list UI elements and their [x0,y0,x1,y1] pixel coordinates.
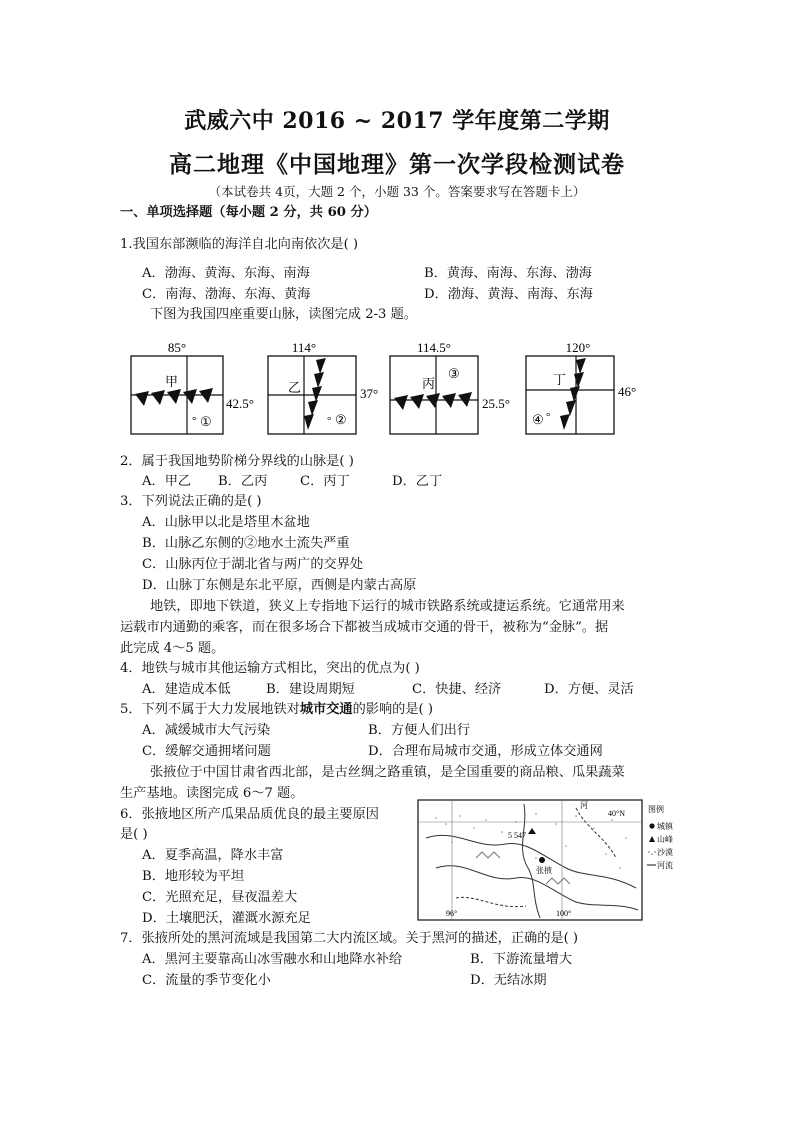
q4-option-a: A．建造成本低 [142,682,231,697]
mountain-yi-name: 乙 [288,380,302,395]
q3-option-a: A．山脉甲以北是塔里木盆地 [142,515,310,530]
city-icon [539,857,545,863]
intro-4-5-line3: 此完成 4～5 题。 [120,641,225,656]
legend-river: 河流 [657,861,673,870]
mountain-ding-name: 丁 [553,372,567,387]
intro-4-5-line2: 运载市内通勤的乘客，而在很多场合下都被当成城市交通的骨干，被称为“金脉”。据 [120,620,609,635]
mountain-yi-figure [268,340,378,434]
q7-stem: 7．张掖所处的黑河流域是我国第二大内流区域。关于黑河的描述，正确的是( ) [120,931,579,946]
mountain-bing-lon: 114.5° [417,340,451,355]
q6-stem-line2: 是( ) [120,827,148,842]
mountain-jia-marker: ① [200,414,212,429]
q5-stem [120,701,433,719]
q5-option-c: C．缓解交通拥堵问题 [142,744,271,759]
q2-option-d: D．乙丁 [392,474,443,489]
zhangye-map [416,798,678,924]
q6-stem-line1: 6．张掖地区所产瓜果品质优良的最主要原因 [120,807,379,822]
q3-option-c: C．山脉丙位于湖北省与两广的交界处 [142,557,364,572]
legend-city: 城镇 [657,822,673,831]
q2-option-b: B．乙丙 [218,474,268,489]
intro-6-7-line2: 生产基地。读图完成 6～7 题。 [120,786,304,801]
q3-stem: 3．下列说法正确的是( ) [120,494,262,509]
mountain-bing-lat: 25.5° [482,396,510,411]
q7-option-b: B．下游流量增大 [470,952,573,967]
mountain-jia-lat: 42.5° [226,396,254,411]
q2-stem: 2．属于我国地势阶梯分界线的山脉是( ) [120,454,354,469]
q7-option-c: C．流量的季节变化小 [142,973,271,988]
q5-stem-bold: 城市交通 [299,702,353,717]
q6-option-d: D．土壤肥沃，灌溉水源充足 [142,911,311,926]
mountain-jia-mark: ° [192,415,197,427]
q4-stem: 4．地铁与城市其他运输方式相比，突出的优点为( ) [120,661,420,676]
q5-stem-post: 的影响的是( ) [352,702,433,717]
q1-option-b: B．黄海、南海、东海、渤海 [424,266,592,281]
intro-6-7-line1: 张掖位于中国甘肃省西北部，是古丝绸之路重镇，是全国重要的商品粮、瓜果蔬菜 [150,765,625,780]
q6-option-c: C．光照充足，昼夜温差大 [142,890,298,905]
map-peak-label: 5 547 [508,831,526,840]
exam-instructions: （本试卷共 4页，大题 2 个，小题 33 个。答案要求写在答题卡上） [208,184,586,199]
section-heading: 一、单项选择题（每小题 2 分，共 60 分） [120,205,377,220]
q5-stem-pre: 5．下列不属于大力发展地铁对 [120,702,300,717]
legend-peak-icon [649,836,655,842]
q5-option-b: B．方便人们出行 [368,723,471,738]
map-legend [647,804,674,870]
mountain-jia-name: 甲 [165,374,179,389]
legend-peak: 山峰 [657,835,673,844]
map-lat-label: 40°N [608,809,625,818]
q5-option-a: A．减缓城市大气污染 [142,723,271,738]
q4-option-c: C．快捷、经济 [412,682,502,697]
legend-city-icon [649,823,654,828]
q6-option-a: A．夏季高温，降水丰富 [142,848,284,863]
mountain-jia-figure [131,340,254,434]
q1-stem: 1.我国东部濒临的海洋自北向南依次是( ) [120,237,359,252]
map-lon1-label: 96° [446,909,458,918]
intro-4-5-line1: 地铁，即地下铁道，狭义上专指地下运行的城市铁路系统或捷运系统。它通常用来 [150,599,625,614]
map-river-label: 河 [580,801,588,810]
mountain-yi-marker: ② [335,412,347,427]
legend-title: 图例 [648,805,664,814]
q7-option-a: A．黑河主要靠高山冰雪融水和山地降水补给 [142,952,403,967]
mountain-yi-lon: 114° [291,340,317,355]
q1-option-d: D．渤海、黄海、南海、东海 [424,287,593,302]
mountain-ding-figure [526,340,636,434]
q6-option-b: B．地形较为平坦 [142,869,245,884]
q2-option-c: C．丙丁 [300,474,350,489]
mountain-bing-marker: ③ [448,366,460,381]
legend-desert-icon [648,851,656,855]
map-city-label: 张掖 [536,866,552,875]
legend-desert: 沙漠 [657,848,673,857]
mountain-bing-name: 丙 [422,376,436,391]
map-lon2-label: 100° [556,909,572,918]
q1-option-c: C．南海、渤海、东海、黄海 [142,287,311,302]
mountain-ding-lat: 46° [618,384,637,399]
exam-subtitle-title: 高二地理《中国地理》第一次学段检测试卷 [169,151,625,178]
intro-2-3: 下图为我国四座重要山脉，读图完成 2-3 题。 [150,307,417,322]
q2-option-a: A．甲乙 [142,474,192,489]
q3-option-b: B．山脉乙东侧的②地水土流失严重 [142,536,350,551]
mountain-jia-lon: 85° [167,340,187,355]
q4-option-d: D．方便、灵活 [544,682,634,697]
q7-option-d: D．无结冰期 [470,973,547,988]
q4-option-b: B．建设周期短 [266,682,355,697]
q3-option-d: D．山脉丁东侧是东北平原，西侧是内蒙古高原 [142,578,417,593]
mountain-ding-lon: 120° [565,340,591,355]
mountain-bing-figure [390,340,510,434]
q5-option-d: D．合理布局城市交通，形成立体交通网 [368,744,603,759]
mountain-ding-marker: ④ [532,412,544,427]
mountain-figures [120,336,660,442]
svg-text:°: ° [327,415,332,427]
exam-title: 武威六中 2016 ~ 2017 学年度第二学期 [184,108,610,134]
q1-option-a: A．渤海、黄海、东海、南海 [142,266,310,281]
mountain-yi-lat: 37° [360,386,379,401]
svg-text:°: ° [546,411,551,423]
